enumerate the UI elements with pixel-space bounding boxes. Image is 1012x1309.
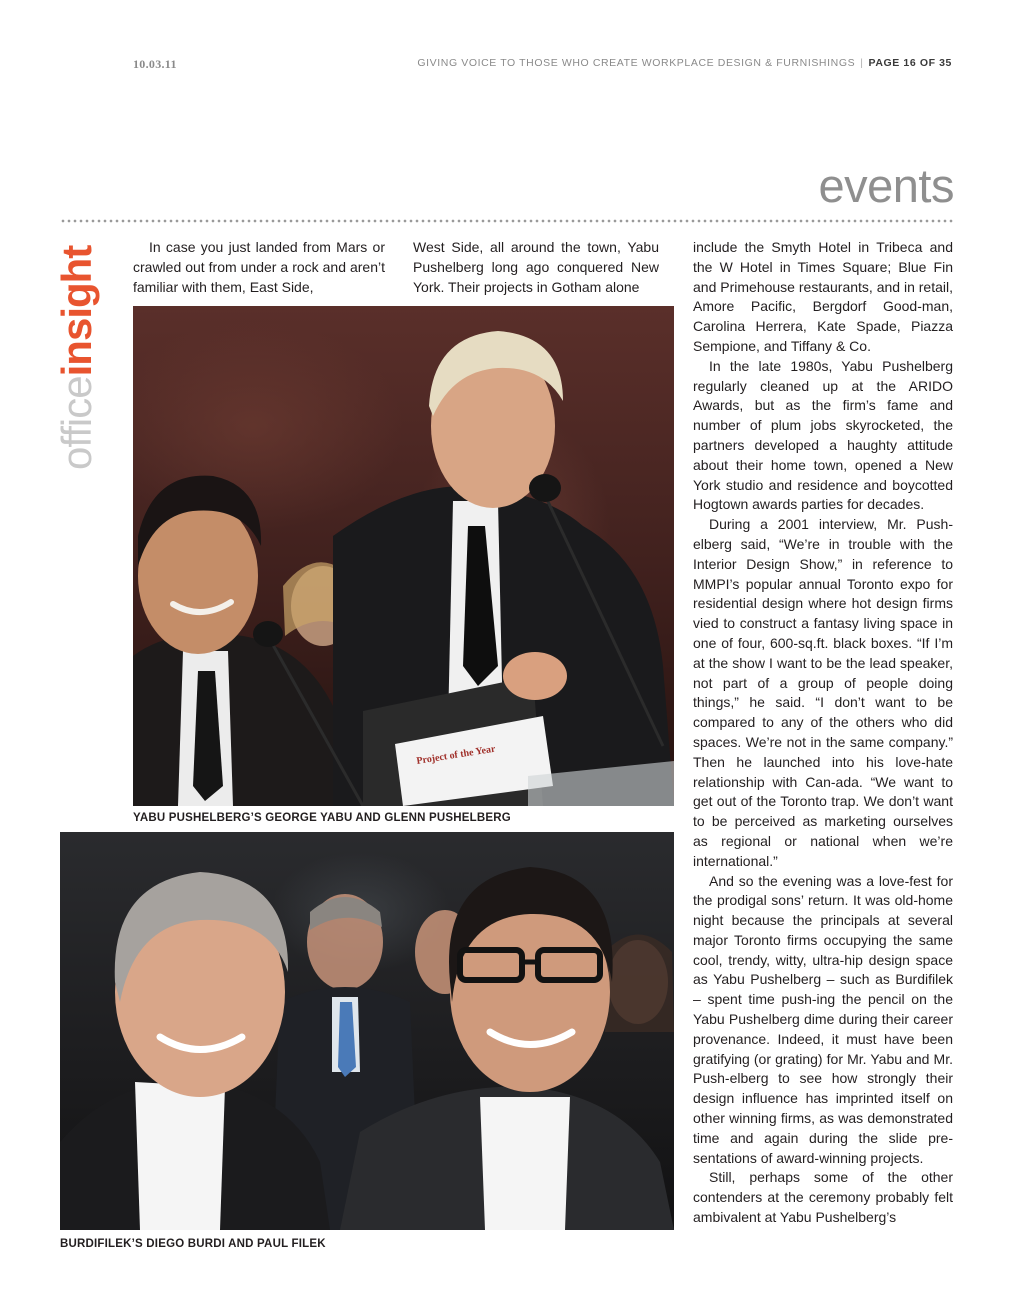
photo-illustration [133, 306, 674, 806]
issue-date: 10.03.11 [133, 57, 177, 71]
dotted-divider [60, 219, 954, 223]
photo-illustration [60, 832, 674, 1230]
logo-insight: insight [53, 245, 100, 377]
section-title: events [818, 159, 954, 212]
photo-caption: BURDIFILEK’S DIEGO BURDI AND PAUL FILEK [60, 1238, 326, 1250]
header-separator: | [860, 57, 864, 69]
logo-office: office [53, 376, 100, 470]
photo-yabu-pushelberg [133, 306, 674, 806]
paragraph: And so the evening was a love-fest for the prodigal sons’ return. It was old-home night because the principals at several major Toronto firms occupying the same cool, trendy, witty, ultra-hip design space as Yabu Pushelberg – such as Burdifilek – spent time push-ing the pencil on the Yabu Pushelberg dime during their career provenance. Indeed, it must have been gratifying (or grating) for Mr. Yabu and Mr. Push-elberg to see how strongly their design influence has imprinted itself on other winning firms, as was demonstrated time and again during the slide pre-sentations of award-winning projects. [693, 872, 953, 1166]
paragraph: In the late 1980s, Yabu Pushelberg regularly cleaned up at the ARIDO Awards, but as the firm’s fame and number of plum jobs skyrocketed, the partners developed a haughty attitude about their home town, opened a New York studio and residence and boycotted Hogtown awards parties for decades. [693, 357, 953, 513]
header-tagline [417, 57, 952, 69]
tagline-text: GIVING VOICE TO THOSE WHO CREATE WORKPLACE DESIGN & FURNISHINGS [417, 57, 856, 69]
article-column-1 [133, 238, 385, 297]
certificate-text: Project of the Year [415, 743, 497, 767]
paragraph: include the Smyth Hotel in Tribeca and the W Hotel in Times Square; Blue Fin and Primehouse restaurants, and in retail, Amore Pacific, Bergdorf Good-man, Carolina Herrera, Kate Spade, Piazza Sempione, and Tiffany & Co. [693, 239, 953, 354]
photo-caption: YABU PUSHELBERG’S GEORGE YABU AND GLENN PUSHELBERG [133, 812, 511, 824]
paragraph: During a 2001 interview, Mr. Push-elberg said, “We’re in trouble with the Interior Design Show,” in reference to MMPI’s popular annual Toronto expo for residential design where hot design firms vied to construct a fantasy living space in one of four, 600-sq.ft. black boxes. “If I’m at the show I want to be the lead speaker, not part of a group of people doing things,” he said. “I don’t want to be compared to any of the others who did spaces. We’re not in the same company.” Then he launched into his love-hate relationship with Can-ada. “We want to get out of the Toronto trap. We don’t want to be perceived as marketing ourselves as regional or national when we’re international.” [693, 516, 953, 869]
article-column-2 [413, 238, 659, 297]
photo-burdifilek [60, 832, 674, 1230]
paragraph: West Side, all around the town, Yabu Pushelberg long ago conquered New York. Their projects in Gotham alone [413, 239, 659, 295]
paragraph: Still, perhaps some of the other contenders at the ceremony probably felt ambivalent at Yabu Pushelberg’s [693, 1169, 953, 1226]
page-number: PAGE 16 OF 35 [868, 57, 952, 69]
article-column-3 [693, 238, 953, 1228]
office-insight-logo [53, 245, 100, 470]
paragraph: In case you just landed from Mars or crawled out from under a rock and aren’t familiar with them, East Side, [133, 239, 385, 295]
